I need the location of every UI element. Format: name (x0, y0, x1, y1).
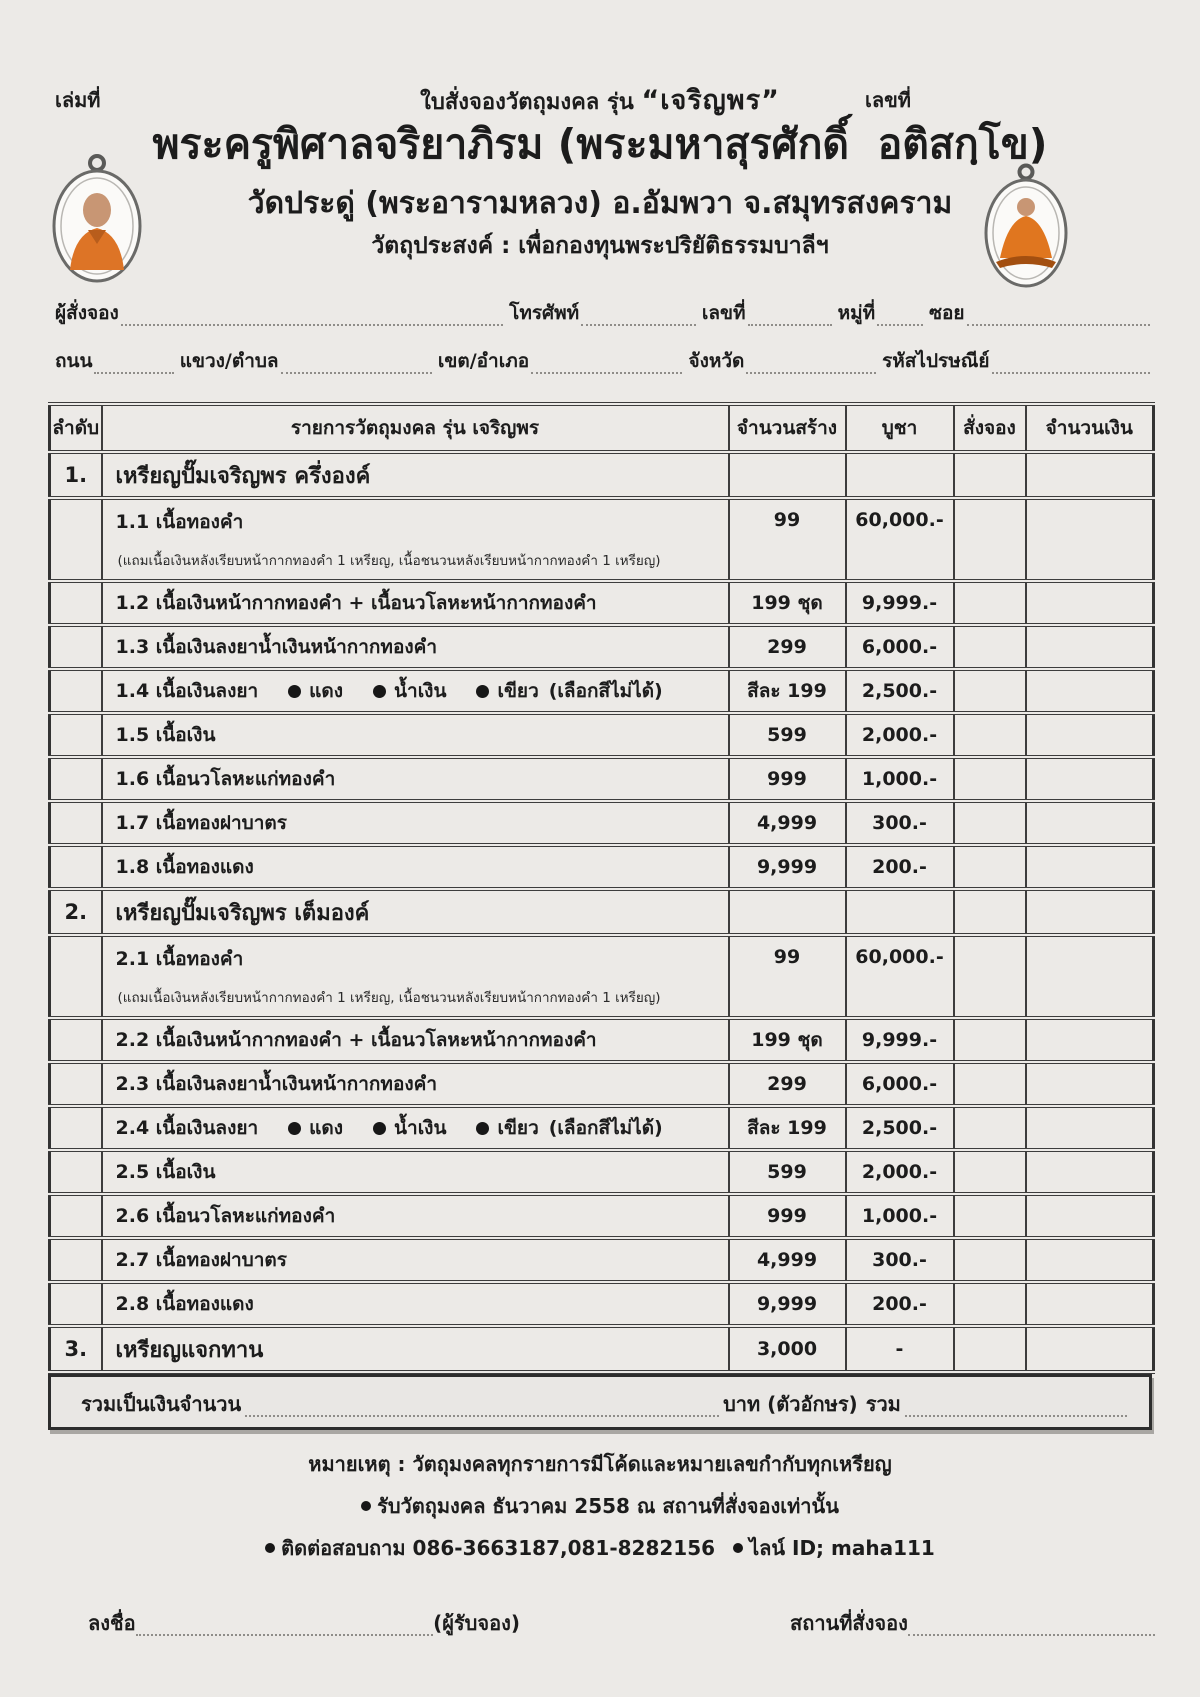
field-label: เลขที่ (701, 302, 746, 324)
item-row (50, 757, 1154, 801)
item-name-cell (102, 1150, 729, 1194)
temple-line: วัดประดู่ (พระอารามหลวง) อ.อัมพวา จ.สมุทรสงคราม (247, 186, 953, 221)
receive-note-text: รับวัตถุมงคล ธันวาคม 2558 ณ สถานที่สั่งจองเท่านั้น (377, 1494, 839, 1518)
item-row (50, 1018, 1154, 1062)
quantity-made-cell: 99 (729, 935, 846, 1018)
field-input-line[interactable] (992, 350, 1151, 374)
form-title-edition: “เจริญพร” (641, 85, 780, 116)
row-number-cell (50, 1062, 102, 1106)
order-qty-input-cell[interactable] (954, 1326, 1026, 1372)
quantity-made-cell: 299 (729, 1062, 846, 1106)
item-name-text: 1.6 เนื้อนวโลหะแก่ทองคำ (115, 768, 336, 790)
field-input-line[interactable] (967, 302, 1151, 326)
receive-note-line (0, 1490, 1200, 1522)
order-place-input-line[interactable] (908, 1612, 1155, 1636)
order-table (48, 402, 1155, 1374)
purpose-line: วัตถุประสงค์ : เพื่อกองทุนพระปริยัติธรรมบาลีฯ (371, 233, 829, 259)
field-input-line[interactable] (121, 302, 503, 326)
field-input-line[interactable] (748, 302, 832, 326)
total-amount-label: รวมเป็นเงินจำนวน (81, 1392, 242, 1416)
section-row (50, 1326, 1154, 1372)
amount-input-cell[interactable] (1026, 498, 1154, 581)
remark-line: หมายเหตุ : วัตถุมงคลทุกรายการมีโค้ดและหมายเลขกำกับทุกเหรียญ (308, 1452, 892, 1476)
order-qty-input-cell[interactable] (954, 935, 1026, 1018)
item-name-text: 2.8 เนื้อทองแดง (115, 1293, 254, 1315)
order-qty-input-cell[interactable] (954, 452, 1026, 498)
color-option-label: แดง (309, 1117, 344, 1139)
item-name-cell (102, 1062, 729, 1106)
amount-input-cell[interactable] (1026, 581, 1154, 625)
sign-label: ลงชื่อ (88, 1611, 136, 1635)
price-cell: 9,999.- (846, 1018, 954, 1062)
item-name-text: เหรียญแจกทาน (115, 1337, 264, 1363)
field-input-line[interactable] (877, 302, 923, 326)
item-name-cell (102, 625, 729, 669)
order-qty-input-cell[interactable] (954, 1018, 1026, 1062)
quantity-made-cell: สีละ 199 (729, 669, 846, 713)
quantity-made-cell (729, 889, 846, 935)
table-header-row (50, 404, 1154, 452)
order-qty-input-cell[interactable] (954, 669, 1026, 713)
order-qty-input-cell[interactable] (954, 757, 1026, 801)
price-cell: 60,000.- (846, 935, 954, 1018)
quantity-made-cell: 999 (729, 757, 846, 801)
field-label: รหัสไปรษณีย์ (882, 350, 990, 372)
order-qty-input-cell[interactable] (954, 845, 1026, 889)
color-option-label: น้ำเงิน (394, 680, 447, 702)
quantity-made-cell: 199 ชุด (729, 581, 846, 625)
amount-input-cell[interactable] (1026, 845, 1154, 889)
item-name-text: 1.2 เนื้อเงินหน้ากากทองคำ + เนื้อนวโลหะหน้ากากทองคำ (115, 592, 597, 614)
order-qty-input-cell[interactable] (954, 625, 1026, 669)
line-id-text: ไลน์ ID; maha111 (749, 1536, 935, 1560)
price-cell: 300.- (846, 1238, 954, 1282)
field-label: แขวง/ตำบล (179, 350, 279, 372)
amount-input-cell[interactable] (1026, 713, 1154, 757)
section-row (50, 452, 1154, 498)
amount-input-cell[interactable] (1026, 1018, 1154, 1062)
color-option-label: เขียว (497, 1117, 539, 1139)
order-qty-input-cell[interactable] (954, 1238, 1026, 1282)
item-name-text: เหรียญปั๊มเจริญพร เต็มองค์ (115, 900, 370, 926)
price-cell: 2,500.- (846, 1106, 954, 1150)
row-number-cell: 3. (50, 1326, 102, 1372)
amount-input-cell[interactable] (1026, 1194, 1154, 1238)
monk-portrait-icon (50, 152, 145, 287)
order-qty-input-cell[interactable] (954, 1150, 1026, 1194)
item-row (50, 845, 1154, 889)
item-name-text: 2.7 เนื้อทองฝาบาตร (115, 1249, 287, 1271)
amount-input-cell[interactable] (1026, 889, 1154, 935)
color-dot-icon (288, 1122, 301, 1135)
item-name-cell (102, 452, 729, 498)
row-number-cell (50, 801, 102, 845)
item-name-text: 2.1 เนื้อทองคำ (115, 948, 244, 970)
item-row (50, 1106, 1154, 1150)
item-row (50, 1194, 1154, 1238)
contact-note-line (0, 1532, 1200, 1564)
price-cell: 1,000.- (846, 1194, 954, 1238)
row-number-cell (50, 713, 102, 757)
amount-input-cell[interactable] (1026, 1150, 1154, 1194)
item-row (50, 581, 1154, 625)
bullet-icon (733, 1543, 743, 1553)
total-amount-input-line[interactable] (245, 1393, 719, 1417)
amount-input-cell[interactable] (1026, 1238, 1154, 1282)
item-row (50, 498, 1154, 581)
price-cell (846, 452, 954, 498)
quantity-made-cell: 3,000 (729, 1326, 846, 1372)
order-qty-input-cell[interactable] (954, 1282, 1026, 1326)
quantity-made-cell: สีละ 199 (729, 1106, 846, 1150)
color-dot-icon (373, 1122, 386, 1135)
item-name-cell (102, 845, 729, 889)
field-label: ผู้สั่งจอง (55, 302, 119, 324)
row-number-cell: 2. (50, 889, 102, 935)
amount-input-cell[interactable] (1026, 1326, 1154, 1372)
quantity-made-cell: 4,999 (729, 1238, 846, 1282)
row-number-cell (50, 1106, 102, 1150)
field-label: ซอย (929, 302, 965, 324)
form-title-prefix: ใบสั่งจองวัตถุมงคล รุ่น (420, 90, 634, 115)
col-header-item: รายการวัตถุมงคล รุ่น เจริญพร (102, 404, 729, 452)
item-name-cell (102, 498, 729, 581)
quantity-made-cell: 99 (729, 498, 846, 581)
color-dot-icon (476, 1122, 489, 1135)
receiver-label: (ผู้รับจอง) (433, 1611, 520, 1635)
row-number-cell (50, 581, 102, 625)
baht-in-words-label: บาท (ตัวอักษร) (723, 1392, 858, 1416)
field-label: เขต/อำเภอ (437, 350, 530, 372)
row-number-cell (50, 625, 102, 669)
field-label: หมู่ที่ (837, 302, 876, 324)
amount-input-cell[interactable] (1026, 625, 1154, 669)
item-row (50, 801, 1154, 845)
item-row (50, 1062, 1154, 1106)
order-qty-input-cell[interactable] (954, 581, 1026, 625)
signature-block (88, 1610, 520, 1636)
price-cell (846, 889, 954, 935)
item-name-text: 2.5 เนื้อเงิน (115, 1161, 216, 1183)
item-name-text: 1.5 เนื้อเงิน (115, 724, 216, 746)
total-amount-box (48, 1374, 1152, 1430)
item-row (50, 1150, 1154, 1194)
monk-amulet-icon (982, 162, 1077, 297)
orderer-info-row (55, 300, 1150, 326)
item-name-cell (102, 1194, 729, 1238)
item-name-text: 1.4 เนื้อเงินลงยา (115, 680, 259, 702)
quantity-made-cell: 9,999 (729, 1282, 846, 1326)
row-number-cell (50, 1150, 102, 1194)
row-number-cell (50, 845, 102, 889)
color-note-text: (เลือกสีไม่ได้) (548, 680, 663, 702)
item-name-cell (102, 1106, 729, 1150)
amount-input-cell[interactable] (1026, 801, 1154, 845)
item-row (50, 713, 1154, 757)
item-name-text: เหรียญปั๊มเจริญพร ครึ่งองค์ (115, 463, 371, 489)
order-place-label: สถานที่สั่งจอง (790, 1611, 908, 1635)
amount-input-cell[interactable] (1026, 1282, 1154, 1326)
col-header-index: ลำดับ (50, 404, 102, 452)
row-number-cell (50, 935, 102, 1018)
col-header-qty-made: จำนวนสร้าง (729, 404, 846, 452)
amount-input-cell[interactable] (1026, 452, 1154, 498)
price-cell: 2,000.- (846, 713, 954, 757)
item-row (50, 1282, 1154, 1326)
field-input-line[interactable] (94, 350, 173, 374)
quantity-made-cell: 999 (729, 1194, 846, 1238)
price-cell: 9,999.- (846, 581, 954, 625)
item-name-cell (102, 669, 729, 713)
item-name-text: 1.1 เนื้อทองคำ (115, 511, 244, 533)
color-dot-icon (288, 685, 301, 698)
quantity-made-cell: 9,999 (729, 845, 846, 889)
item-name-text: 2.4 เนื้อเงินลงยา (115, 1117, 259, 1139)
order-place-block (790, 1610, 1155, 1636)
row-number-cell (50, 1282, 102, 1326)
color-option-label: แดง (309, 680, 344, 702)
address-info-row (55, 348, 1150, 374)
order-qty-input-cell[interactable] (954, 1062, 1026, 1106)
price-cell: 2,000.- (846, 1150, 954, 1194)
amount-input-cell[interactable] (1026, 757, 1154, 801)
item-row (50, 625, 1154, 669)
field-input-line[interactable] (531, 350, 682, 374)
row-number-cell (50, 1194, 102, 1238)
amount-input-cell[interactable] (1026, 669, 1154, 713)
signature-input-line[interactable] (136, 1612, 433, 1636)
price-cell: 2,500.- (846, 669, 954, 713)
grand-total-label: รวม (865, 1392, 901, 1416)
quantity-made-cell: 299 (729, 625, 846, 669)
item-name-cell (102, 757, 729, 801)
item-name-text: 2.6 เนื้อนวโลหะแก่ทองคำ (115, 1205, 336, 1227)
price-cell: 200.- (846, 845, 954, 889)
item-name-text: 2.3 เนื้อเงินลงยาน้ำเงินหน้ากากทองคำ (115, 1073, 438, 1095)
bullet-icon (265, 1543, 275, 1553)
item-name-cell (102, 1282, 729, 1326)
field-label: โทรศัพท์ (509, 302, 580, 324)
row-number-cell (50, 1018, 102, 1062)
row-number-cell (50, 1238, 102, 1282)
row-number-cell (50, 498, 102, 581)
order-qty-input-cell[interactable] (954, 1106, 1026, 1150)
item-row (50, 935, 1154, 1018)
contact-phone-text: ติดต่อสอบถาม 086-3663187,081-8282156 (281, 1536, 716, 1560)
quantity-made-cell: 599 (729, 713, 846, 757)
order-table-body (50, 452, 1154, 1372)
amount-input-cell[interactable] (1026, 1062, 1154, 1106)
item-name-cell (102, 581, 729, 625)
price-cell: 6,000.- (846, 625, 954, 669)
price-cell: 6,000.- (846, 1062, 954, 1106)
item-row (50, 1238, 1154, 1282)
quantity-made-cell: 199 ชุด (729, 1018, 846, 1062)
col-header-price: บูชา (846, 404, 954, 452)
row-number-cell (50, 669, 102, 713)
field-label: จังหวัด (688, 350, 745, 372)
field-label: ถนน (55, 350, 93, 372)
item-name-cell (102, 1018, 729, 1062)
item-name-cell (102, 1238, 729, 1282)
grand-total-input-line[interactable] (905, 1393, 1127, 1417)
bullet-icon (361, 1501, 371, 1511)
price-cell: 300.- (846, 801, 954, 845)
item-name-text: 1.8 เนื้อทองแดง (115, 856, 254, 878)
color-dot-icon (476, 685, 489, 698)
price-cell: 60,000.- (846, 498, 954, 581)
order-qty-input-cell[interactable] (954, 713, 1026, 757)
volume-number-label: เล่มที่ (55, 88, 101, 112)
bonus-note-text: (แถมเนื้อเงินหลังเรียบหน้ากากทองคำ 1 เหรียญ, เนื้อชนวนหลังเรียบหน้ากากทองคำ 1 เหรียญ) (117, 553, 661, 569)
color-option-label: น้ำเงิน (394, 1117, 447, 1139)
quantity-made-cell (729, 452, 846, 498)
amount-input-cell[interactable] (1026, 935, 1154, 1018)
quantity-made-cell: 4,999 (729, 801, 846, 845)
item-name-cell (102, 1326, 729, 1372)
item-name-cell (102, 713, 729, 757)
color-dot-icon (373, 685, 386, 698)
section-row (50, 889, 1154, 935)
quantity-made-cell: 599 (729, 1150, 846, 1194)
order-qty-input-cell[interactable] (954, 801, 1026, 845)
amount-input-cell[interactable] (1026, 1106, 1154, 1150)
order-qty-input-cell[interactable] (954, 1194, 1026, 1238)
item-row (50, 669, 1154, 713)
price-cell: - (846, 1326, 954, 1372)
field-input-line[interactable] (581, 302, 696, 326)
item-name-cell (102, 935, 729, 1018)
document-number-label: เลขที่ (865, 88, 911, 112)
color-note-text: (เลือกสีไม่ได้) (548, 1117, 663, 1139)
order-qty-input-cell[interactable] (954, 889, 1026, 935)
color-option-label: เขียว (497, 680, 539, 702)
item-name-text: 2.2 เนื้อเงินหน้ากากทองคำ + เนื้อนวโลหะหน้ากากทองคำ (115, 1029, 597, 1051)
price-cell: 200.- (846, 1282, 954, 1326)
item-name-text: 1.7 เนื้อทองฝาบาตร (115, 812, 287, 834)
row-number-cell (50, 757, 102, 801)
page-title: พระครูพิศาลจริยาภิรม (พระมหาสุรศักดิ์ อติสกฺโข) (152, 120, 1048, 168)
item-name-text: 1.3 เนื้อเงินลงยาน้ำเงินหน้ากากทองคำ (115, 636, 438, 658)
price-cell: 1,000.- (846, 757, 954, 801)
col-header-amount: จำนวนเงิน (1026, 404, 1154, 452)
item-name-cell (102, 889, 729, 935)
order-qty-input-cell[interactable] (954, 498, 1026, 581)
row-number-cell: 1. (50, 452, 102, 498)
item-name-cell (102, 801, 729, 845)
col-header-order: สั่งจอง (954, 404, 1026, 452)
field-input-line[interactable] (281, 350, 432, 374)
field-input-line[interactable] (746, 350, 876, 374)
bonus-note-text: (แถมเนื้อเงินหลังเรียบหน้ากากทองคำ 1 เหรียญ, เนื้อชนวนหลังเรียบหน้ากากทองคำ 1 เหรียญ) (117, 990, 661, 1006)
signature-row (88, 1610, 1155, 1636)
